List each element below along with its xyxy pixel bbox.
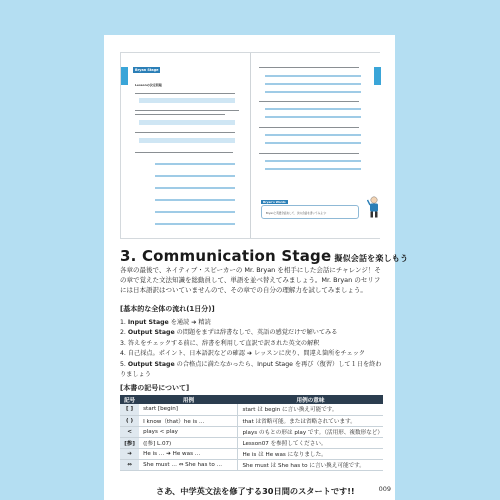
symbol-cell: ⇔ [120, 459, 139, 470]
step-stage: Input Stage [127, 319, 169, 326]
meaning-cell: Lesson07 を参照してください。 [238, 437, 383, 448]
step-number: 4. [120, 350, 126, 358]
flow-step [120, 349, 382, 359]
section-title [120, 247, 408, 265]
step-number: 1. [120, 319, 126, 326]
table-row [120, 459, 383, 470]
example-cell: ([参] L.07) [139, 437, 238, 448]
symbol-cell: ➔ [120, 448, 139, 459]
section-subtitle: 擬似会話を楽しもう [334, 254, 409, 263]
page-tab [121, 67, 128, 85]
closing-line: さあ、中学英文法を修了する30日間のスタートです!! [156, 486, 355, 496]
symbol-cell: ( ) [120, 415, 139, 426]
example-cell: He is … ➔ He was … [139, 448, 238, 459]
legend-heading: [本書の記号について] [120, 384, 190, 392]
section-title-main: 3. Communication Stage [120, 247, 332, 265]
callout-label: Bryan's Words [263, 200, 286, 204]
step-text: を通読 ➔ 精読 [168, 319, 211, 326]
symbol-cell: < [120, 426, 139, 437]
meaning-cell: He is は He was になりました。 [238, 448, 383, 459]
table-row [120, 437, 383, 448]
step-number: 3. [120, 339, 126, 347]
flow-heading: [基本的な全体の流れ(1日分)] [120, 305, 215, 313]
intro-paragraph: 各章の最後で、ネイティブ・スピーカーの Mr. Bryan を相手にした会話にチャレンジ！その章で覚えた文法知識を総動員して、単語を並べ替えてみましょう。Mr. Bryan のセリフには日本語訳はついていませんので、その章での自分の理解力を試してみましょう。 [120, 266, 381, 295]
thumbnail-callout [261, 200, 359, 219]
step-text: 自己採点。ポイント、日本語訳などの確認 ➔ レッスンに戻り、間違え箇所をチェック [127, 350, 366, 358]
step-text: 答えをチェックする前に、辞書を利用して直訳で訳された英文の解釈 [127, 339, 320, 347]
step-stage: Output Stage [127, 360, 175, 368]
meaning-cell: She must は She has to に言い換え可能です。 [238, 459, 383, 470]
meaning-cell: start は begin に言い換え可能です。 [238, 404, 383, 415]
step-number: 5. [120, 360, 126, 368]
example-cell: I know（that）he is … [139, 415, 238, 426]
step-stage: Output Stage [127, 329, 175, 337]
column-header: 用例の意味 [238, 395, 383, 404]
example-cell: plays < play [139, 426, 238, 437]
symbol-legend-table [120, 395, 383, 471]
page-tab [374, 67, 381, 85]
table-row [120, 404, 383, 415]
meaning-cell: plays のもとの形は play です。（活用形、複数形など） [238, 426, 383, 437]
column-header: 記号 [120, 395, 139, 404]
thumbnail-badge: Bryan Stage [135, 68, 159, 72]
flow-steps [120, 318, 382, 380]
table-header-row [120, 395, 383, 404]
table-row [120, 415, 383, 426]
table-row [120, 426, 383, 437]
callout-text: Bryanと英語会話をして、次の会話を書いてみよう! [266, 212, 327, 215]
step-number: 2. [120, 329, 126, 337]
book-page [104, 35, 409, 500]
column-header: 用例 [139, 395, 238, 404]
meaning-cell: that は省略可能。または省略されています。 [238, 415, 383, 426]
example-cell: start [begin] [139, 404, 238, 415]
flow-step [120, 360, 382, 381]
legend-table-body [120, 404, 383, 470]
step-text: の合格点に満たなかったら、Input Stage を再び（復習）して１日を終わりましょう [120, 360, 382, 379]
character-icon [367, 196, 381, 218]
symbol-cell: [参] [120, 437, 139, 448]
symbol-cell: [ ] [120, 404, 139, 415]
thumbnail-left-page [121, 53, 251, 238]
table-row [120, 448, 383, 459]
step-text: の問題をまずは辞書なしで、英語の感覚だけで解いてみる [174, 329, 338, 337]
flow-step [120, 318, 382, 328]
flow-step [120, 339, 382, 349]
thumbnail-section: Lessonの決定問題 [135, 83, 162, 87]
example-cell: She must … ⇔ She has to … [139, 459, 238, 470]
flow-step [120, 328, 382, 338]
page-number: 009 [378, 485, 391, 493]
spread-thumbnail [120, 52, 380, 239]
